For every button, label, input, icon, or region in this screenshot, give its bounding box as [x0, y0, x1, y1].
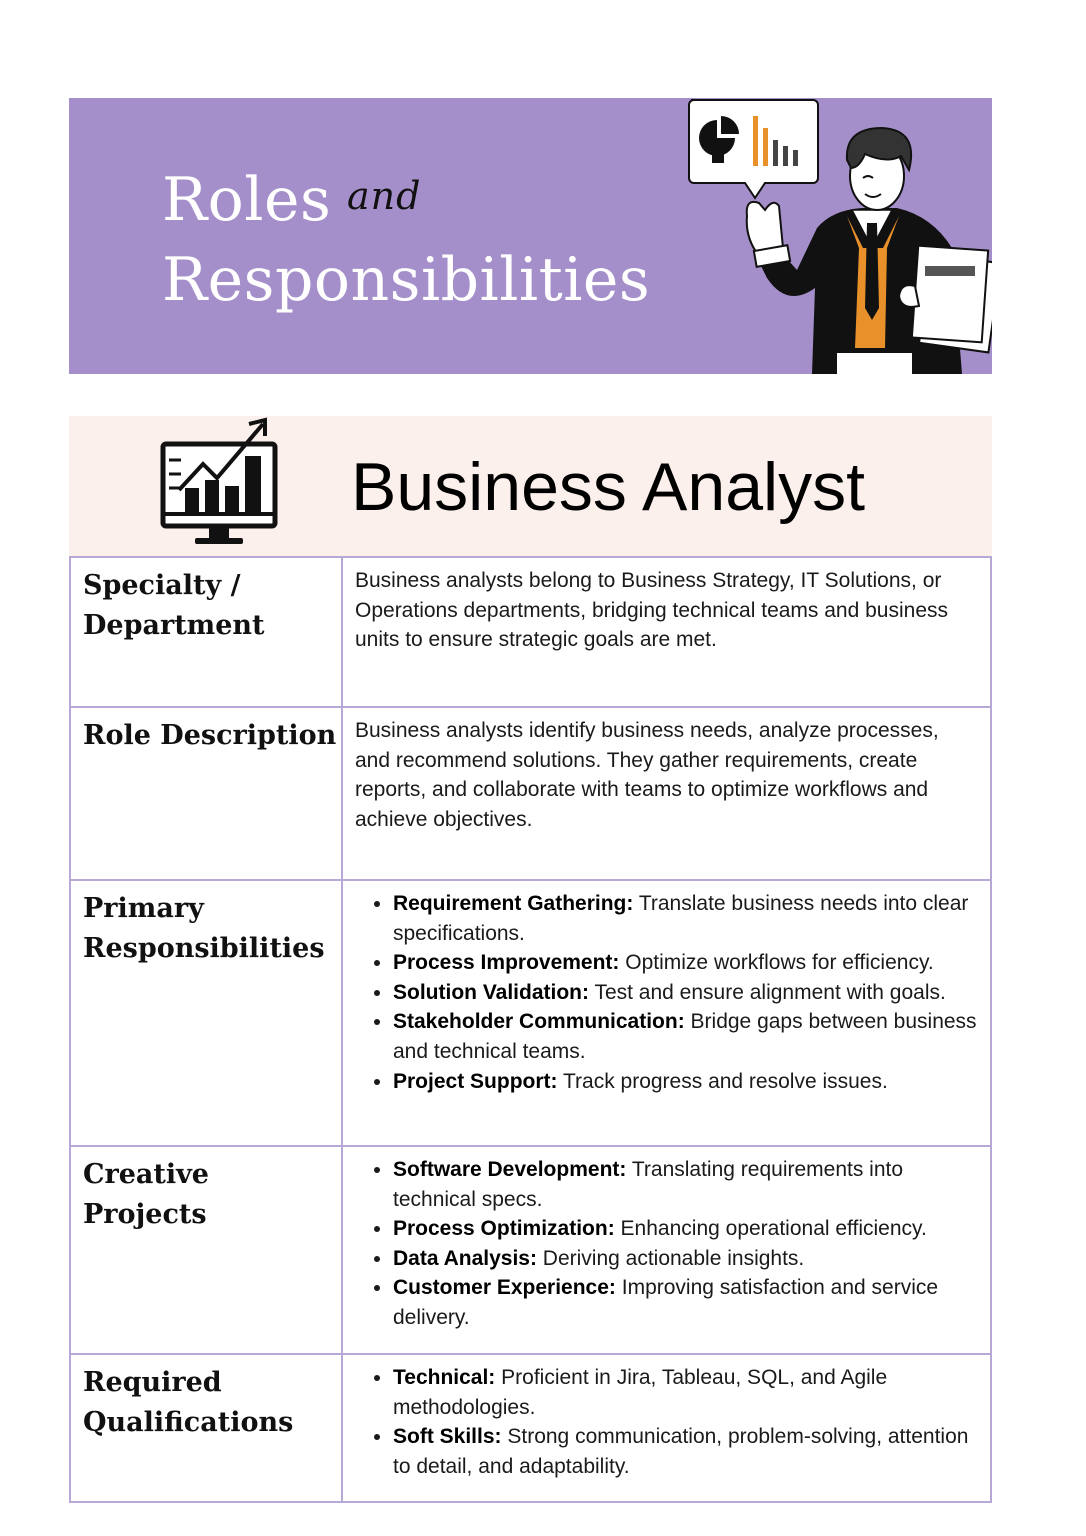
item-term: Stakeholder Communication: [393, 1010, 685, 1034]
row-label-primary-responsibilities: Primary Responsibilities [70, 880, 342, 1146]
item-desc: Strong communication, problem-solving, attention to detail, and adaptability. [393, 1425, 969, 1478]
list-item [393, 1214, 978, 1244]
item-term: Project Support: [393, 1069, 558, 1093]
item-desc: Track progress and resolve issues. [557, 1069, 888, 1093]
item-term: Solution Validation: [393, 980, 589, 1004]
analytics-monitor-icon [159, 416, 284, 548]
banner-title-roles: Roles [162, 165, 332, 235]
row-content-required-qualifications [342, 1354, 991, 1502]
item-desc: Enhancing operational efficiency. [614, 1217, 927, 1241]
item-term: Process Improvement: [393, 951, 620, 975]
list-item [393, 1244, 978, 1274]
list-item [393, 1155, 978, 1214]
list-item [393, 1007, 978, 1066]
item-desc: Optimize workflows for efficiency. [619, 951, 934, 975]
projects-list [355, 1155, 978, 1333]
item-desc: Translating requirements into technical specs. [393, 1158, 904, 1211]
banner-title-and: and [347, 174, 422, 218]
item-term: Requirement Gathering: [393, 892, 634, 915]
row-label-creative-projects: Creative Projects [70, 1146, 342, 1354]
item-term: Soft Skills: [393, 1425, 502, 1449]
item-term: Software Development: [393, 1158, 627, 1181]
row-content-role-description: Business analysts identify business needs, analyze processes, and recommend solutions. They gather requirements, create reports, and collaborate with teams to optimize workflows and achieve objectives. [342, 707, 991, 880]
table-row [70, 557, 991, 707]
item-desc: Proficient in Jira, Tableau, SQL, and Agile methodologies. [393, 1366, 888, 1419]
list-item [393, 1067, 978, 1097]
role-details-table [69, 556, 992, 1503]
table-row [70, 1146, 991, 1354]
list-item [393, 1363, 978, 1422]
item-desc: Improving satisfaction and service delivery. [393, 1276, 939, 1329]
list-item [393, 889, 978, 948]
role-header [69, 416, 992, 556]
row-content-primary-responsibilities [342, 880, 991, 1146]
item-desc: Deriving actionable insights. [536, 1246, 805, 1270]
item-term: Process Optimization: [393, 1217, 615, 1241]
list-item [393, 978, 978, 1008]
businessman-illustration [687, 98, 992, 374]
table-row [70, 707, 991, 880]
chart-speech-bubble-icon [689, 100, 818, 198]
responsibilities-list [355, 889, 978, 1096]
table-row [70, 1354, 991, 1502]
item-desc: Bridge gaps between business and technical teams. [393, 1010, 977, 1063]
qualifications-list [355, 1363, 978, 1481]
item-term: Customer Experience: [393, 1276, 616, 1300]
table-row [70, 880, 991, 1146]
item-desc: Test and ensure alignment with goals. [589, 980, 946, 1004]
row-label-required-qualifications: Required Qualifications [70, 1354, 342, 1502]
title-banner [69, 98, 992, 374]
item-term: Data Analysis: [393, 1246, 537, 1270]
role-title: Business Analyst [351, 449, 866, 525]
list-item [393, 948, 978, 978]
row-content-specialty: Business analysts belong to Business Strategy, IT Solutions, or Operations departments, bridging technical teams and business units to ensure strategic goals are met. [342, 557, 991, 707]
row-label-specialty: Specialty / Department [70, 557, 342, 707]
item-desc: Translate business needs into clear specifications. [393, 892, 969, 945]
banner-title-responsibilities: Responsibilities [162, 245, 651, 315]
list-item [393, 1273, 978, 1332]
row-content-creative-projects [342, 1146, 991, 1354]
row-label-role-description: Role Description [70, 707, 342, 880]
item-term: Technical: [393, 1366, 496, 1389]
list-item [393, 1422, 978, 1481]
